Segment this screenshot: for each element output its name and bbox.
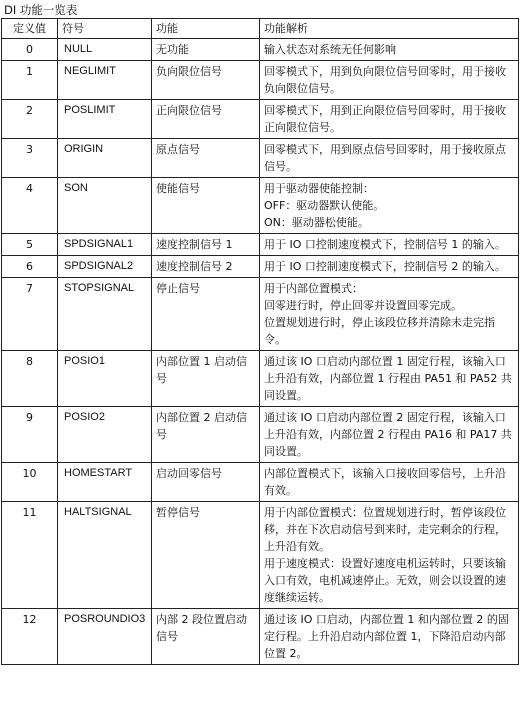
analysis-line: 用于内部位置模式： xyxy=(264,282,363,295)
cell-value: 11 xyxy=(2,502,58,609)
cell-analysis xyxy=(260,609,519,665)
cell-analysis xyxy=(260,178,519,234)
cell-symbol: SPDSIGNAL1 xyxy=(58,234,152,256)
analysis-line: 内部位置模式下，该输入口接收回零信号，上升沿有效。 xyxy=(264,467,506,497)
cell-function: 无功能 xyxy=(152,39,260,61)
analysis-line: 回零模式下，用到正向限位信号回零时，用于接收正向限位信号。 xyxy=(264,104,506,134)
cell-value: 3 xyxy=(2,139,58,178)
cell-function: 内部位置 2 启动信号 xyxy=(152,407,260,463)
cell-function: 内部位置 1 启动信号 xyxy=(152,351,260,407)
table-row xyxy=(2,407,519,463)
cell-symbol: SPDSIGNAL2 xyxy=(58,256,152,278)
analysis-line: 输入状态对系统无任何影响 xyxy=(264,43,396,56)
di-function-table xyxy=(1,18,519,665)
table-row xyxy=(2,139,519,178)
cell-symbol: NULL xyxy=(58,39,152,61)
cell-value: 4 xyxy=(2,178,58,234)
analysis-line: OFF：驱动器默认使能。 xyxy=(264,199,385,212)
table-row xyxy=(2,463,519,502)
header-function: 功能 xyxy=(152,19,260,39)
cell-analysis xyxy=(260,278,519,351)
cell-analysis xyxy=(260,61,519,100)
cell-symbol: HOMESTART xyxy=(58,463,152,502)
cell-symbol: NEGLIMIT xyxy=(58,61,152,100)
table-row xyxy=(2,61,519,100)
cell-value: 6 xyxy=(2,256,58,278)
table-row xyxy=(2,256,519,278)
cell-symbol: POSIO1 xyxy=(58,351,152,407)
cell-symbol: POSROUNDIO3 xyxy=(58,609,152,665)
table-caption: DI 功能一览表 xyxy=(4,3,78,17)
table-row xyxy=(2,39,519,61)
cell-function: 停止信号 xyxy=(152,278,260,351)
cell-function: 速度控制信号 1 xyxy=(152,234,260,256)
cell-function: 正向限位信号 xyxy=(152,100,260,139)
cell-symbol: POSLIMIT xyxy=(58,100,152,139)
cell-function: 暂停信号 xyxy=(152,502,260,609)
cell-analysis xyxy=(260,407,519,463)
header-analysis: 功能解析 xyxy=(260,19,519,39)
analysis-line: ON：驱动器松使能。 xyxy=(264,216,369,229)
header-symbol: 符号 xyxy=(58,19,152,39)
cell-function: 启动回零信号 xyxy=(152,463,260,502)
cell-value: 2 xyxy=(2,100,58,139)
cell-value: 10 xyxy=(2,463,58,502)
cell-value: 0 xyxy=(2,39,58,61)
analysis-line: 用于内部位置模式：位置规划进行时，暂停该段位移，并在下次启动信号到来时，走完剩余的行程，上升沿有效。 xyxy=(264,506,506,553)
cell-analysis xyxy=(260,100,519,139)
analysis-line: 回零模式下，用到负向限位信号回零时，用于接收负向限位信号。 xyxy=(264,65,506,95)
table-row xyxy=(2,178,519,234)
analysis-line: 用于 IO 口控制速度模式下，控制信号 2 的输入。 xyxy=(264,260,506,273)
cell-analysis xyxy=(260,463,519,502)
analysis-line: 用于 IO 口控制速度模式下，控制信号 1 的输入。 xyxy=(264,238,506,251)
cell-value: 8 xyxy=(2,351,58,407)
cell-function: 内部 2 段位置启动信号 xyxy=(152,609,260,665)
analysis-line: 通过该 IO 口启动内部位置 2 固定行程，该输入口上升沿有效，内部位置 2 行程由 PA16 和 PA17 共同设置。 xyxy=(264,411,512,458)
table-header-row xyxy=(2,19,519,39)
table-row xyxy=(2,234,519,256)
cell-value: 9 xyxy=(2,407,58,463)
table-row xyxy=(2,278,519,351)
cell-symbol: SON xyxy=(58,178,152,234)
cell-analysis xyxy=(260,502,519,609)
analysis-line: 用于速度模式：设置好速度电机运转时，只要该输入口有效，电机减速停止。无效，则会以设置的速度继续运转。 xyxy=(264,557,506,604)
analysis-line: 位置规划进行时，停止该段位移并清除未走完指令。 xyxy=(264,316,495,346)
header-value: 定义值 xyxy=(2,19,58,39)
cell-function: 原点信号 xyxy=(152,139,260,178)
analysis-line: 通过该 IO 口启动，内部位置 1 和内部位置 2 的固定行程。上升沿启动内部位置 1，下降沿启动内部位置 2。 xyxy=(264,613,509,660)
cell-symbol: ORIGIN xyxy=(58,139,152,178)
cell-symbol: POSIO2 xyxy=(58,407,152,463)
cell-analysis xyxy=(260,256,519,278)
cell-function: 使能信号 xyxy=(152,178,260,234)
cell-analysis xyxy=(260,351,519,407)
analysis-line: 通过该 IO 口启动内部位置 1 固定行程，该输入口上升沿有效，内部位置 1 行程由 PA51 和 PA52 共同设置。 xyxy=(264,355,512,402)
table-row xyxy=(2,502,519,609)
cell-value: 1 xyxy=(2,61,58,100)
table-body xyxy=(2,39,519,665)
cell-analysis xyxy=(260,139,519,178)
analysis-line: 回零模式下，用到原点信号回零时，用于接收原点信号。 xyxy=(264,143,506,173)
table-row xyxy=(2,609,519,665)
cell-function: 负向限位信号 xyxy=(152,61,260,100)
cell-function: 速度控制信号 2 xyxy=(152,256,260,278)
cell-value: 7 xyxy=(2,278,58,351)
cell-value: 5 xyxy=(2,234,58,256)
table-row xyxy=(2,100,519,139)
cell-symbol: STOPSIGNAL xyxy=(58,278,152,351)
table-row xyxy=(2,351,519,407)
cell-symbol: HALTSIGNAL xyxy=(58,502,152,609)
analysis-line: 用于驱动器使能控制： xyxy=(264,182,374,195)
cell-value: 12 xyxy=(2,609,58,665)
cell-analysis xyxy=(260,234,519,256)
analysis-line: 回零进行时，停止回零并设置回零完成。 xyxy=(264,299,462,312)
cell-analysis xyxy=(260,39,519,61)
